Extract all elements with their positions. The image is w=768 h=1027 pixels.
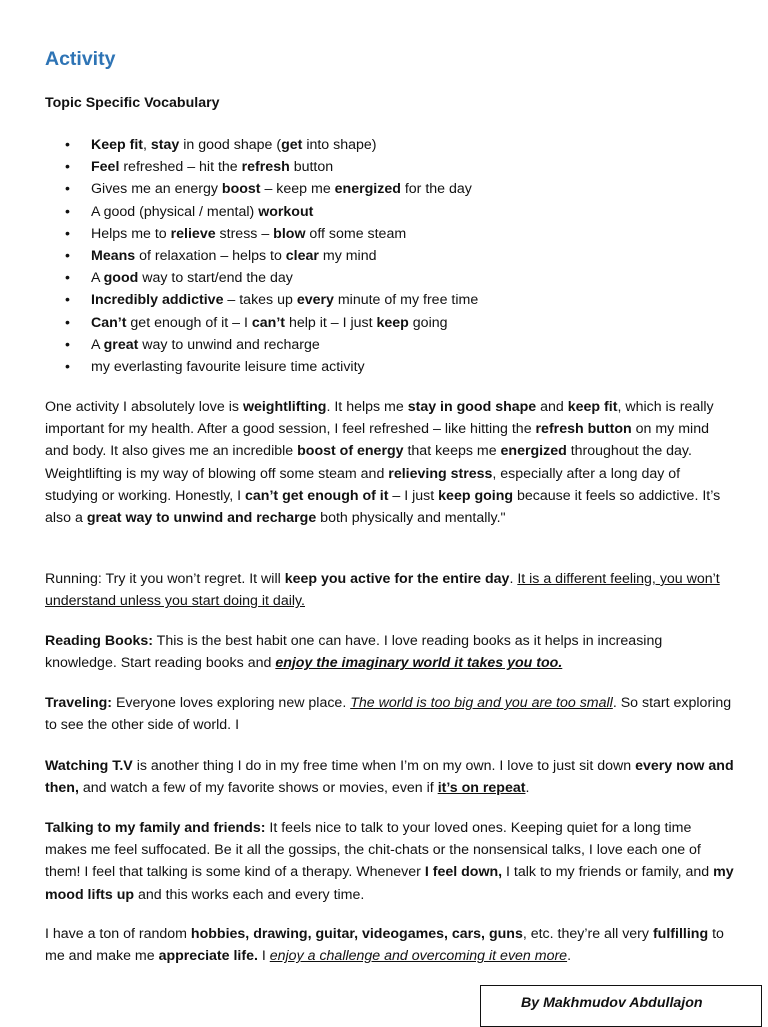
- list-item: • Can’t get enough of it – I can’t help it – I just keep going: [62, 312, 478, 334]
- bullet-icon: •: [65, 159, 70, 176]
- paragraph-weightlifting: One activity I absolutely love is weightlifting. It helps me stay in good shape and keep fit, which is really important for my health. After a good session, I feel refreshed – like hitting the refresh button on my mind and body. It also gives me an incredible boost of energy that keeps me energized throughout the day. Weightlifting is my way of blowing off some steam and relieving stress, especially after a long day of studying or working. Honestly, I can’t get enough of it – I just keep going because it feels so addictive. It’s also a great way to unwind and recharge both physically and mentally.": [45, 399, 721, 527]
- paragraph-hobbies: I have a ton of random hobbies, drawing, guitar, videogames, cars, guns, etc. they’re all very fulfilling to me and make me appreciate life. I enjoy a challenge and overcoming it even more.: [45, 926, 724, 965]
- bullet-icon: •: [65, 181, 70, 198]
- list-item: • Feel refreshed – hit the refresh button: [62, 156, 478, 178]
- list-item: • my everlasting favourite leisure time activity: [62, 356, 478, 378]
- bullet-icon: •: [65, 225, 70, 242]
- bullet-icon: •: [65, 314, 70, 331]
- author-signature-box: [480, 985, 762, 1027]
- paragraph-traveling: Traveling: Everyone loves exploring new place. The world is too big and you are too small. So start exploring to see the other side of world. I: [45, 695, 732, 734]
- paragraph-watching-tv: Watching T.V is another thing I do in my free time when I’m on my own. I love to just sit down every now and then, and watch a few of my favorite shows or movies, even if it’s on repeat.: [45, 758, 734, 797]
- vocabulary-list: [62, 134, 478, 378]
- section-subtitle: Topic Specific Vocabulary: [45, 95, 220, 111]
- paragraph-reading-books: Reading Books: This is the best habit one can have. I love reading books as it helps in increasing knowledge. Start reading books and enjoy the imaginary world it takes you too.: [45, 633, 663, 672]
- author-signature: By Makhmudov Abdullajon: [521, 995, 703, 1011]
- page-title: Activity: [45, 48, 116, 70]
- list-item: • A good (physical / mental) workout: [62, 201, 478, 223]
- list-item: • A great way to unwind and recharge: [62, 334, 478, 356]
- bullet-icon: •: [65, 137, 70, 153]
- list-item: • Incredibly addictive – takes up every minute of my free time: [62, 289, 478, 311]
- paragraph-running: Running: Try it you won’t regret. It will keep you active for the entire day. It is a different feeling, you won’t understand unless you start doing it daily.: [45, 571, 720, 610]
- list-item: • Helps me to relieve stress – blow off some steam: [62, 223, 478, 245]
- bullet-icon: •: [65, 203, 70, 220]
- bullet-icon: •: [65, 358, 70, 375]
- bullet-icon: •: [65, 336, 70, 353]
- list-item: • A good way to start/end the day: [62, 267, 478, 289]
- list-item: • Gives me an energy boost – keep me energized for the day: [62, 178, 478, 200]
- list-item: • Means of relaxation – helps to clear my mind: [62, 245, 478, 267]
- bullet-icon: •: [65, 270, 70, 287]
- bullet-icon: •: [65, 292, 70, 309]
- list-item: • Keep fit, stay in good shape (get into shape): [62, 134, 478, 156]
- bullet-icon: •: [65, 247, 70, 264]
- paragraph-talking: Talking to my family and friends: It feels nice to talk to your loved ones. Keeping quiet for a long time makes me feel suffocated. Be it all the gossips, the chit-chats or the nonsensical talks, I love each one of them! I feel that talking is some kind of a therapy. Whenever I feel down, I talk to my friends or family, and my mood lifts up and this works each and every time.: [45, 820, 734, 903]
